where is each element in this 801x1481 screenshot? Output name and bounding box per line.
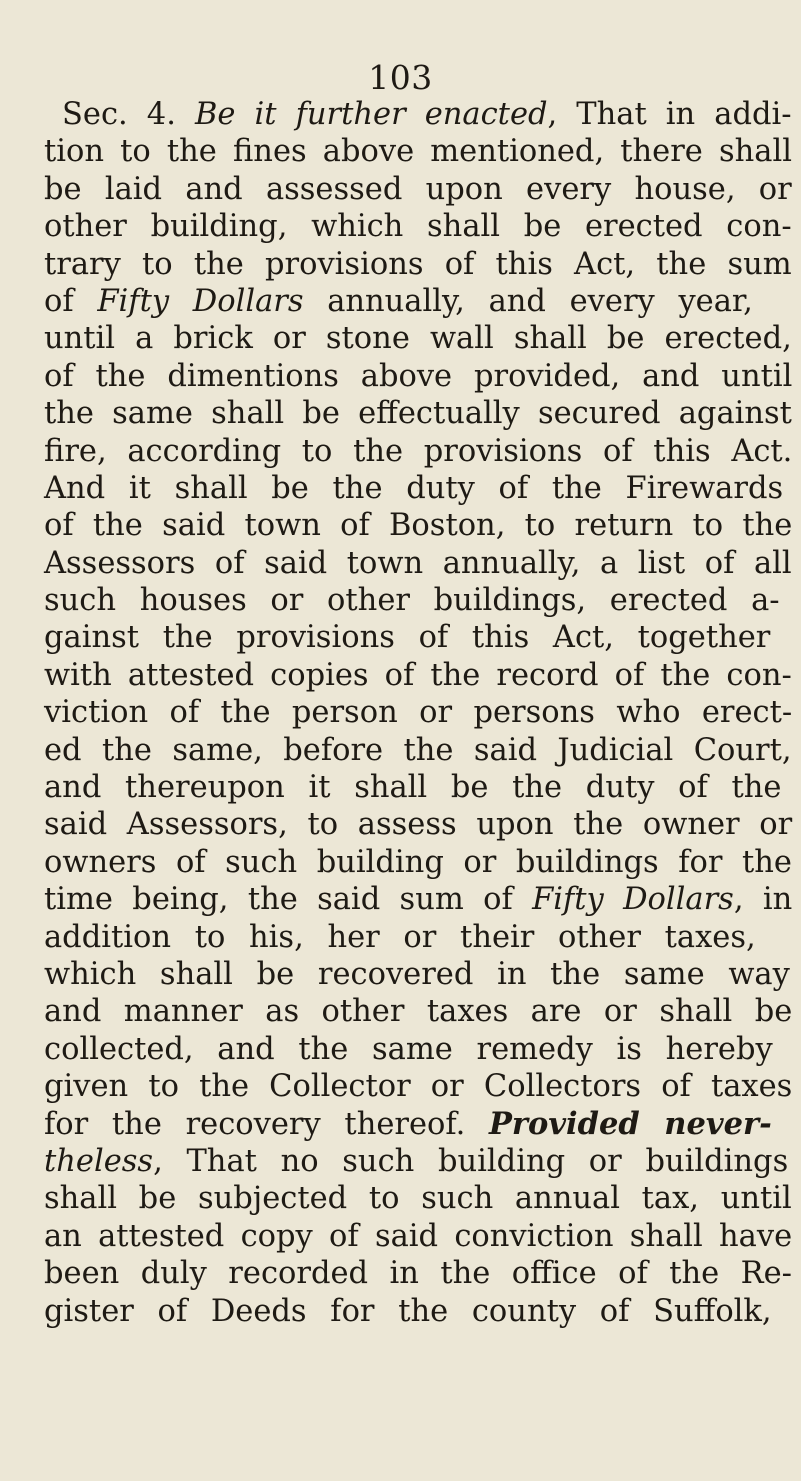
text-segment: be laid and assessed upon every house, or (44, 171, 792, 207)
text-line (44, 545, 796, 582)
text-segment: an attested copy of said conviction shall have (44, 1218, 793, 1254)
text-segment: , That in addi- (547, 97, 792, 132)
text-line (44, 1218, 796, 1255)
italic-text: Fifty Dollars (532, 882, 734, 918)
text-line (44, 956, 796, 993)
text-segment: and thereupon it shall be the duty of the (44, 770, 782, 806)
text-segment: fire, according to the provisions of this Act. (44, 433, 793, 469)
text-segment: , in (733, 882, 793, 918)
text-line (44, 881, 796, 918)
text-line (44, 806, 796, 843)
text-segment: addition to his, her or their other taxes, (44, 919, 756, 955)
text-line (44, 395, 796, 432)
text-line (44, 320, 796, 357)
text-segment: such houses or other buildings, erected a- (44, 583, 780, 619)
text-line (44, 283, 796, 320)
text-segment: which shall be recovered in the same way (44, 956, 790, 992)
text-segment: , That no such building or buildings (153, 1143, 789, 1179)
text-segment: collected, and the same remedy is hereby (44, 1031, 773, 1067)
text-line (44, 694, 796, 731)
italic-text: Provided never- (488, 1105, 772, 1142)
text-line (44, 1293, 796, 1330)
text-segment: tion to the fines above mentioned, there shall (44, 134, 792, 170)
text-line (44, 619, 796, 656)
text-line (44, 993, 796, 1030)
text-segment: the same shall be effectually secured against (44, 396, 792, 432)
text-line (44, 470, 796, 507)
text-segment: Assessors of said town annually, a list of all (44, 545, 792, 581)
text-line (44, 1255, 796, 1292)
text-line (44, 1143, 796, 1180)
italic-text: Be it further enacted (194, 97, 548, 132)
text-line (44, 582, 796, 619)
text-line (44, 1031, 796, 1068)
text-line (44, 844, 796, 881)
text-line (44, 246, 796, 283)
text-segment: with attested copies of the record of the con- (44, 657, 792, 693)
text-line (44, 171, 796, 208)
text-line (44, 1106, 796, 1143)
text-segment: shall be subjected to such annual tax, until (44, 1181, 792, 1217)
text-segment: trary to the provisions of this Act, the sum (44, 246, 792, 282)
italic-text: theless (44, 1143, 154, 1179)
text-line (44, 919, 796, 956)
text-segment: for the recovery thereof. (44, 1106, 489, 1142)
text-line (44, 732, 796, 769)
page-number: 103 (368, 58, 433, 97)
text-segment: said Assessors, to assess upon the owner or (44, 807, 793, 843)
text-segment: viction of the person or persons who erect- (44, 695, 793, 731)
text-line (44, 1068, 796, 1105)
body-text (44, 96, 796, 1330)
text-line (44, 133, 796, 170)
text-line (44, 96, 796, 133)
text-line (44, 1180, 796, 1217)
text-segment: given to the Collector or Collectors of taxes (44, 1069, 793, 1105)
text-segment: time being, the said sum of (44, 882, 533, 918)
text-segment: other building, which shall be erected con- (44, 209, 792, 245)
text-segment: of the said town of Boston, to return to the (44, 508, 793, 544)
text-segment: gainst the provisions of this Act, together (44, 620, 771, 656)
text-line (44, 769, 796, 806)
text-segment: gister of Deeds for the county of Suffolk, (44, 1293, 772, 1329)
text-segment: until a brick or stone wall shall be erected, (44, 321, 792, 357)
text-segment: and manner as other taxes are or shall be (44, 994, 793, 1030)
text-line (44, 657, 796, 694)
text-line (44, 208, 796, 245)
text-segment: owners of such building or buildings for the (44, 844, 792, 880)
text-segment: And it shall be the duty of the Firewards (44, 470, 784, 506)
italic-text: Fifty Dollars (97, 283, 304, 319)
text-segment: of (44, 283, 98, 319)
text-segment: been duly recorded in the office of the Re- (44, 1256, 792, 1292)
text-segment: ed the same, before the said Judicial Court, (44, 732, 792, 768)
text-segment: annually, and every year, (303, 283, 753, 319)
text-segment: Sec. 4. (62, 97, 195, 132)
text-line (44, 358, 796, 395)
text-line (44, 433, 796, 470)
text-line (44, 507, 796, 544)
text-segment: of the dimentions above provided, and until (44, 358, 793, 394)
